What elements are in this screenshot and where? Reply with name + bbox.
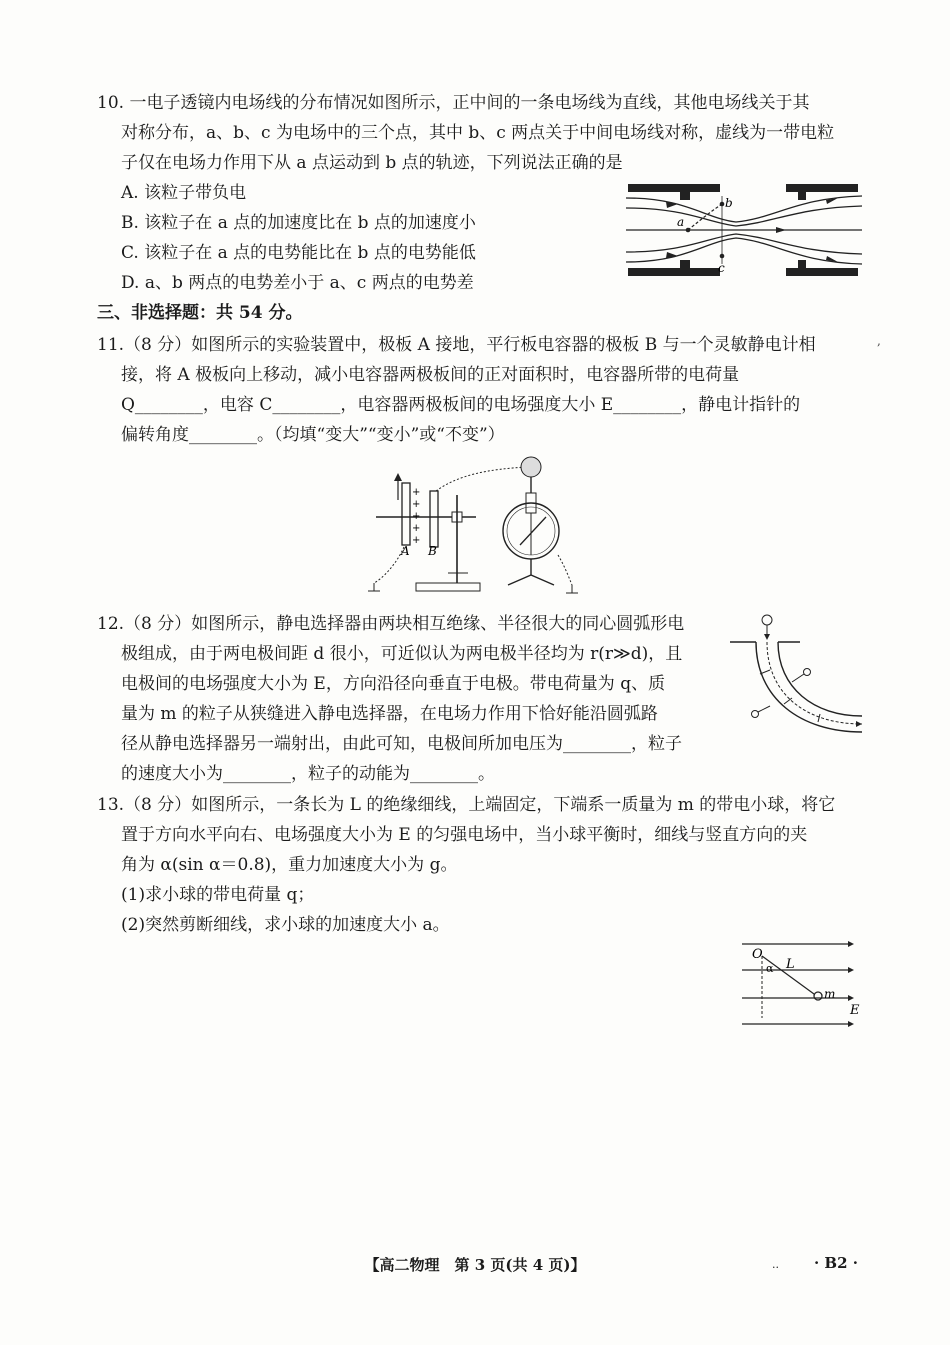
page-code: · B2 · — [813, 1254, 858, 1272]
q13-subquestion-2: (2)突然剪断细线，求小球的加速度大小 a。 — [121, 915, 450, 935]
q11-label-a: A — [401, 544, 410, 558]
q13-label-m: m — [824, 987, 836, 1001]
q12-line5: 径从静电选择器另一端射出，由此可知，电极间所加电压为________，粒子 — [121, 734, 682, 754]
q11-line1: 11.（8 分）如图所示的实验装置中，极板 A 接地，平行板电容器的极板 B 与一个灵敏静电计相 — [97, 335, 816, 355]
q13-line2: 置于方向水平向右、电场强度大小为 E 的匀强电场中，当小球平衡时，细线与竖直方向的夹 — [121, 825, 808, 845]
q13-label-e: E — [850, 1003, 860, 1018]
q13-label-o: O — [752, 947, 763, 962]
q11-line2: 接，将 A 极板向上移动，减小电容器两极板间的正对面积时，电容器所带的电荷量 — [121, 365, 740, 385]
q11-capacitor-electrometer-figure — [368, 455, 600, 607]
q11-label-b: B — [428, 544, 437, 558]
q10-electron-lens-figure — [626, 182, 862, 278]
q13-line3: 角为 α(sin α＝0.8)，重力加速度大小为 g。 — [121, 855, 458, 875]
q10-label-a: a — [677, 215, 685, 229]
q13-label-alpha: α — [766, 962, 774, 975]
page-footer: 【高二物理 第 3 页(共 4 页)】 — [364, 1256, 586, 1274]
q11-plus-sign-3: + — [412, 511, 421, 522]
q10-option-d: D. a、b 两点的电势差小于 a、c 两点的电势差 — [121, 273, 474, 293]
q11-line3: Q________，电容 C________，电容器两极板间的电场强度大小 E________，静电计指针的 — [121, 395, 801, 415]
q13-label-l: L — [786, 957, 795, 972]
q10-line2: 对称分布，a、b、c 为电场中的三个点，其中 b、c 两点关于中间电场线对称，虚线为一带电粒 — [121, 123, 835, 143]
q12-line6: 的速度大小为________，粒子的动能为________。 — [121, 764, 495, 784]
q11-plus-sign-2: + — [412, 499, 421, 510]
q13-line1: 13.（8 分）如图所示，一条长为 L 的绝缘细线，上端固定，下端系一质量为 m 的带电小球，将它 — [97, 795, 836, 815]
q11-plus-sign-4: + — [412, 523, 421, 534]
q12-electrostatic-selector-figure — [730, 608, 864, 752]
q12-line3: 电极间的电场强度大小为 E，方向沿径向垂直于电极。带电荷量为 q、质 — [121, 674, 666, 694]
q11-plus-sign-1: + — [412, 487, 421, 498]
q11-plus-sign-5: + — [412, 535, 421, 546]
stray-mark: , — [877, 334, 881, 348]
section-3-heading: 三、非选择题：共 54 分。 — [97, 303, 303, 323]
q10-label-b: b — [725, 196, 733, 210]
q10-line1: 10. 一电子透镜内电场线的分布情况如图所示，正中间的一条电场线为直线，其他电场线关于其 — [97, 93, 810, 113]
q10-label-c: c — [718, 261, 725, 275]
q10-line3: 子仅在电场力作用下从 a 点运动到 b 点的轨迹，下列说法正确的是 — [121, 153, 623, 173]
q13-pendulum-field-figure — [738, 938, 862, 1032]
q13-subquestion-1: (1)求小球的带电荷量 q； — [121, 885, 315, 905]
q12-line4: 量为 m 的粒子从狭缝进入静电选择器，在电场力作用下恰好能沿圆弧路 — [121, 704, 658, 724]
q12-line1: 12.（8 分）如图所示，静电选择器由两块相互绝缘、半径很大的同心圆弧形电 — [97, 614, 685, 634]
q12-line2: 极组成，由于两电极间距 d 很小，可近似认为两电极半径均为 r(r≫d)，且 — [121, 644, 683, 664]
footer-dots: .. — [772, 1258, 779, 1271]
q10-option-b: B. 该粒子在 a 点的加速度比在 b 点的加速度小 — [121, 213, 476, 233]
q11-line4: 偏转角度________。（均填“变大”“变小”或“不变”） — [121, 425, 505, 445]
q10-option-c: C. 该粒子在 a 点的电势能比在 b 点的电势能低 — [121, 243, 476, 263]
q10-option-a: A. 该粒子带负电 — [121, 183, 247, 203]
